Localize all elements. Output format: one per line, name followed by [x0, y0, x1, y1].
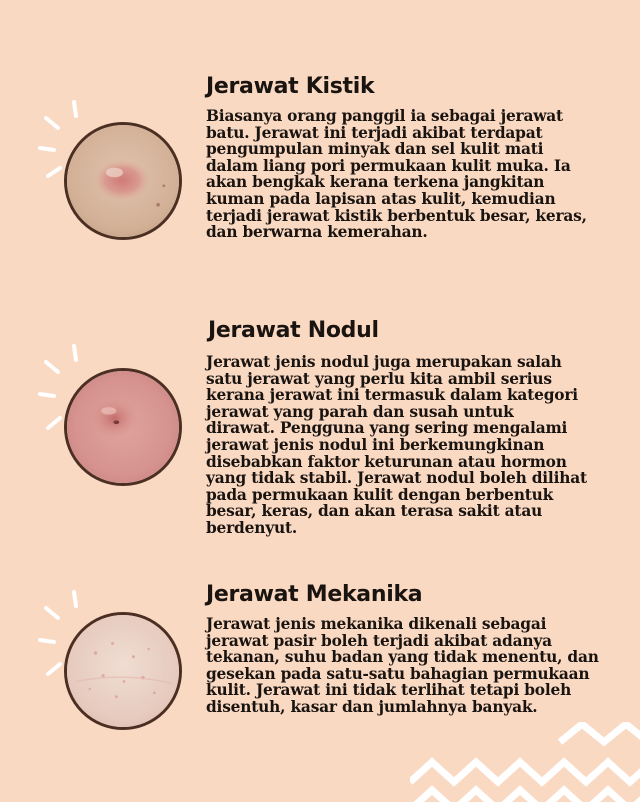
body-line: kuman pada lapisan atas kulit, kemudian	[206, 189, 556, 208]
body-line: besar, keras, dan akan terasa sakit atau	[206, 502, 543, 521]
body-line: tekanan, suhu badan yang tidak menentu, dan	[206, 648, 599, 667]
body-line: kulit. Jerawat ini tidak terlihat tetapi boleh	[206, 681, 572, 700]
body-line: jerawat pasir boleh terjadi akibat adanya	[206, 631, 552, 650]
section-title: Jerawat Kistik	[206, 74, 375, 99]
body-line: satu jerawat yang perlu kita ambil serius	[206, 369, 552, 388]
mechanical-acne-image	[64, 612, 182, 730]
body-line: batu. Jerawat ini terjadi akibat terdapat	[206, 123, 543, 142]
body-line: yang tidak stabil. Jerawat nodul boleh dilihat	[206, 469, 587, 488]
body-line: jerawat jenis nodul ini berkemungkinan	[206, 435, 545, 454]
zigzag-decoration-icon	[410, 722, 640, 802]
section-body	[206, 616, 599, 716]
body-line: disentuh, kasar dan jumlahnya banyak.	[206, 697, 538, 716]
cystic-acne-image	[64, 122, 182, 240]
body-line: berdenyut.	[206, 518, 298, 537]
body-line: disebabkan faktor keturunan atau hormon	[206, 452, 567, 471]
body-line: dalam liang pori permukaan kulit muka. Ia	[206, 156, 571, 175]
section-body	[206, 354, 587, 537]
body-line: pengumpulan minyak dan sel kulit mati	[206, 140, 544, 159]
nodular-acne-photo-icon	[67, 371, 179, 483]
section-body	[206, 108, 587, 241]
body-line: dirawat. Pengguna yang sering mengalami	[206, 419, 568, 438]
body-line: kerana jerawat ini termasuk dalam kategori	[206, 386, 578, 405]
body-line: akan bengkak kerana terkena jangkitan	[206, 173, 545, 192]
body-line: pada permukaan kulit dengan berbentuk	[206, 485, 554, 504]
body-line: dan berwarna kemerahan.	[206, 223, 428, 242]
nodular-acne-image	[64, 368, 182, 486]
body-line: jerawat yang parah dan susah untuk	[206, 402, 514, 421]
section-title: Jerawat Nodul	[208, 318, 379, 343]
body-line: Jerawat jenis mekanika dikenali sebagai	[206, 615, 547, 633]
body-line: Jerawat jenis nodul juga merupakan salah	[206, 353, 562, 371]
body-line: Biasanya orang panggil ia sebagai jerawat	[206, 107, 563, 125]
cystic-acne-photo-icon	[67, 125, 179, 237]
mechanical-acne-photo-icon	[67, 615, 179, 727]
body-line: terjadi jerawat kistik berbentuk besar, keras,	[206, 206, 587, 225]
section-title: Jerawat Mekanika	[206, 582, 423, 607]
body-line: gesekan pada satu-satu bahagian permukaan	[206, 664, 590, 683]
